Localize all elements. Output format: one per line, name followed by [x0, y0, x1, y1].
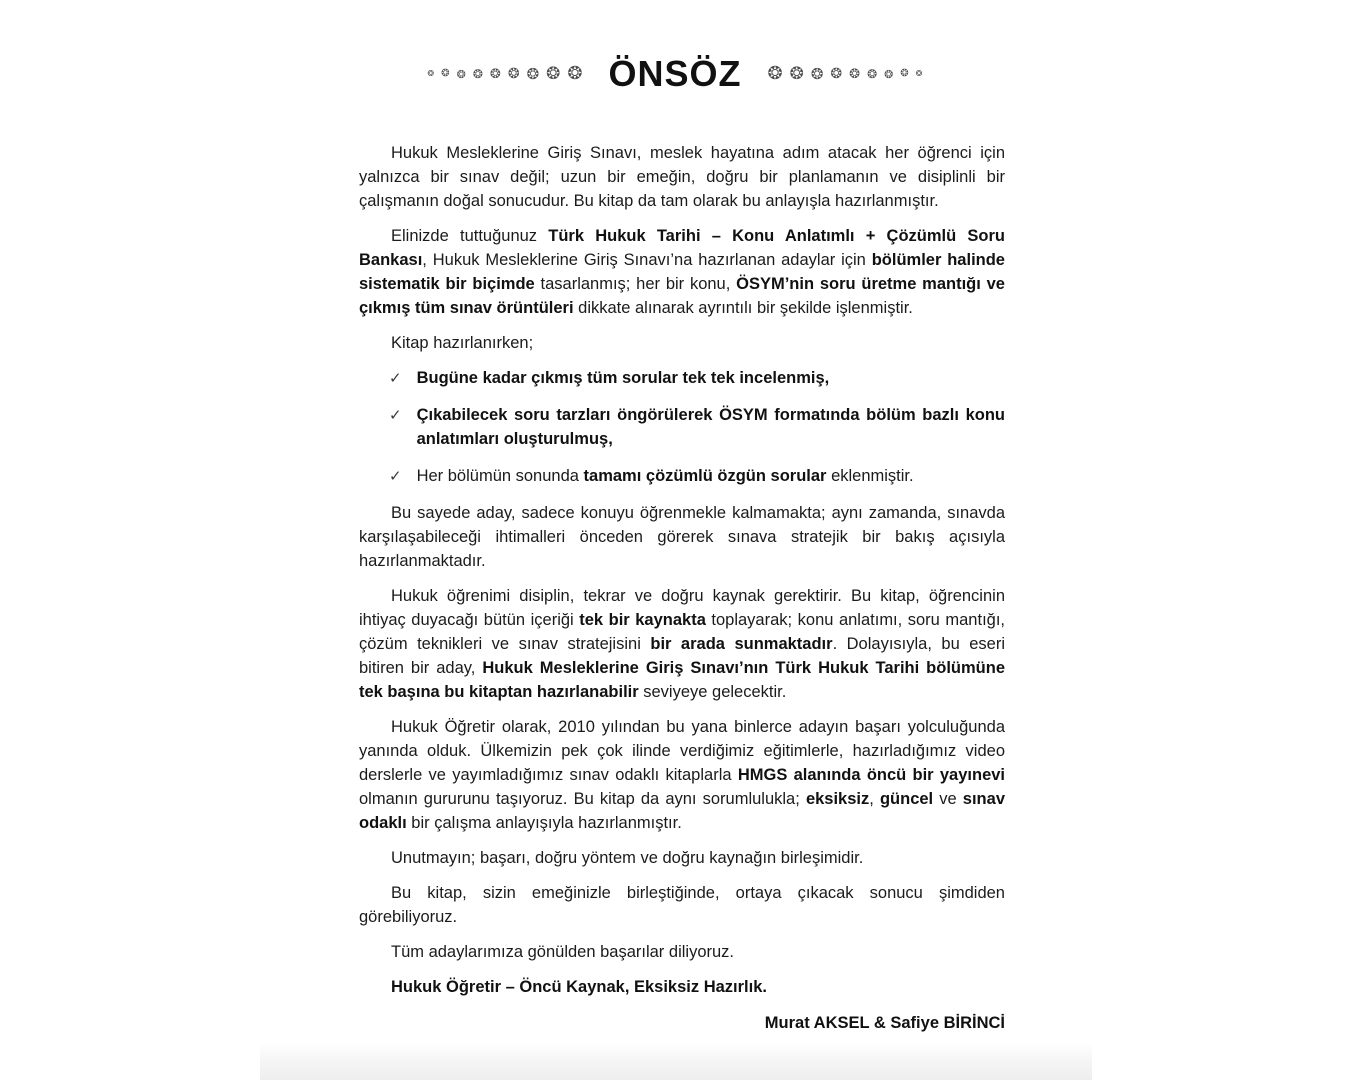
gear-ornament-icon: ❂ [456, 67, 466, 81]
bold-text-run: sınav odaklı [359, 790, 1005, 832]
paragraph [359, 331, 1005, 355]
paragraph [359, 975, 1005, 999]
paragraph [359, 584, 1005, 704]
bold-text-run: HMGS alanında öncü bir yayınevi [737, 766, 1006, 784]
text-run: Bu kitap, sizin emeğinizle birleştiğinde, ortaya çıkacak sonucu şimdiden görebiliyoruz. [359, 884, 1005, 926]
bold-text-run: Türk Hukuk Tarihi – Konu Anlatımlı + Çözümlü Soru Bankası [359, 227, 1005, 269]
checkmark-icon: ✓ [389, 406, 402, 424]
bold-text-run: Hukuk Mesleklerine Giriş Sınavı’nın Türk Hukuk Tarihi bölümüne tek başına bu kitaptan hazırlanabilir [359, 659, 1005, 701]
bold-text-run: eksiksiz [805, 790, 870, 808]
text-run: , Hukuk Mesleklerine Giriş Sınavı’na hazırlanan adaylar için [422, 251, 872, 269]
text-run: olmanın gururunu taşıyoruz. Bu kitap da aynı sorumlulukla; [359, 790, 806, 808]
gear-ornament-icon: ❂ [427, 69, 435, 78]
gear-ornament-icon: ❂ [507, 66, 520, 82]
gear-ornament-icon: ❂ [884, 67, 894, 81]
paragraph [359, 501, 1005, 573]
bold-text-run: Murat AKSEL & Safiye BİRİNCİ [764, 1014, 1005, 1032]
gear-ornament-icon: ❂ [830, 66, 843, 82]
page-bottom-scan-shadow [260, 1042, 1092, 1080]
bullet-item [389, 366, 1005, 390]
text-run: seviyeye gelecektir. [638, 683, 787, 701]
preface-header [0, 50, 1350, 98]
page-title: ÖNSÖZ [608, 53, 742, 94]
text-run: Hukuk Öğretir olarak, 2010 yılından bu yana binlerce adayın başarı yolculuğunda yanında olduk. Ülkemizin pek çok ilinde verdiğimiz eğitimlerle, hazırladığımız video derslerle ve yayımladığımız sınav odaklı kitaplarla [359, 718, 1005, 784]
text-run: toplayarak; konu anlatımı, soru mantığı, çözüm teknikleri ve sınav stratejisini [359, 611, 1005, 653]
bold-text-run: bir arada sunmaktadır [650, 635, 833, 653]
gear-ornament-icon: ❂ [526, 64, 540, 83]
bold-text-run: bölümler halinde sistematik bir biçimde [359, 251, 1005, 293]
gear-ornament-icon: ❂ [810, 64, 824, 83]
paragraph [359, 846, 1005, 870]
text-run: tasarlanmış; her bir konu, [534, 275, 737, 293]
text-run: ve [933, 790, 963, 808]
bold-text-run: Hukuk Öğretir – Öncü Kaynak, Eksiksiz Hazırlık. [391, 978, 767, 996]
paragraph [359, 224, 1005, 320]
bold-text-run: tek bir kaynakta [579, 611, 706, 629]
gear-ornament-row-right [768, 65, 923, 83]
paragraph [359, 141, 1005, 213]
bold-text-run: Çıkabilecek soru tarzları öngörülerek ÖSYM formatında bölüm bazlı konu anlatımları oluşturulmuş, [416, 406, 1005, 448]
text-run: bir çalışma anlayışıyla hazırlanmıştır. [406, 814, 682, 832]
bold-text-run: tamamı çözümlü özgün sorular [583, 467, 827, 485]
bullet-text [417, 464, 1005, 488]
text-run: Tüm adaylarımıza gönülden başarılar diliyoruz. [391, 943, 734, 961]
paragraph [359, 940, 1005, 964]
author-signature [359, 1011, 1005, 1035]
preface-body [359, 141, 1005, 1035]
gear-ornament-row-left [428, 65, 583, 83]
gear-ornament-icon: ❂ [441, 68, 450, 79]
gear-ornament-icon: ❂ [472, 67, 483, 81]
gear-ornament-icon: ❂ [915, 69, 923, 78]
text-run: . Dolayısıyla, bu eseri bitiren bir aday, [359, 635, 1005, 677]
text-run: Her bölümün sonunda [416, 467, 584, 485]
bold-text-run: Bugüne kadar çıkmış tüm sorular tek tek incelenmiş, [416, 369, 830, 387]
checkmark-icon: ✓ [389, 467, 402, 485]
gear-ornament-icon: ❂ [789, 63, 804, 84]
checkmark-icon: ✓ [389, 369, 402, 387]
text-run: Hukuk Mesleklerine Giriş Sınavı, meslek hayatına adım atacak her öğrenci için yalnızca bir sınav değil; uzun bir emeğin, doğru bir planlamanın ve disiplinli bir çalışmanın doğal sonucudur. Bu kitap da tam olarak bu anlayışla hazırlanmıştır. [359, 144, 1005, 210]
text-run: Hukuk öğrenimi disiplin, tekrar ve doğru kaynak gerektirir. Bu kitap, öğrencinin ihtiyaç duyacağı bütün içeriği [359, 587, 1005, 629]
gear-ornament-icon: ❂ [546, 63, 561, 84]
gear-ornament-icon: ❂ [867, 67, 878, 81]
bold-text-run: güncel [879, 790, 934, 808]
text-run: dikkate alınarak ayrıntılı bir şekilde işlenmiştir. [573, 299, 913, 317]
bullet-text [417, 403, 1005, 451]
text-run: , [869, 790, 880, 808]
text-run: Elinizde tuttuğunuz [391, 227, 549, 245]
gear-ornament-icon: ❂ [900, 68, 909, 79]
gear-ornament-icon: ❂ [767, 63, 783, 84]
text-run: Bu sayede aday, sadece konuyu öğrenmekle kalmamakta; aynı zamanda, sınavda karşılaşabileceği ihtimalleri önceden görerek sınava stratejik bir bakış açısıyla hazırlanmaktadır. [359, 504, 1005, 570]
paragraph [359, 715, 1005, 835]
gear-ornament-icon: ❂ [849, 66, 861, 82]
bullet-item [389, 464, 1005, 488]
bullet-text [417, 366, 1005, 390]
gear-ornament-icon: ❂ [489, 66, 501, 82]
text-run: Kitap hazırlanırken; [391, 334, 534, 352]
bullet-item [389, 403, 1005, 451]
bold-text-run: ÖSYM’nin soru üretme mantığı ve çıkmış tüm sınav örüntüleri [359, 275, 1005, 317]
paragraph [359, 881, 1005, 929]
text-run: eklenmiştir. [826, 467, 914, 485]
gear-ornament-icon: ❂ [567, 63, 583, 84]
text-run: Unutmayın; başarı, doğru yöntem ve doğru kaynağın birleşimidir. [391, 849, 864, 867]
